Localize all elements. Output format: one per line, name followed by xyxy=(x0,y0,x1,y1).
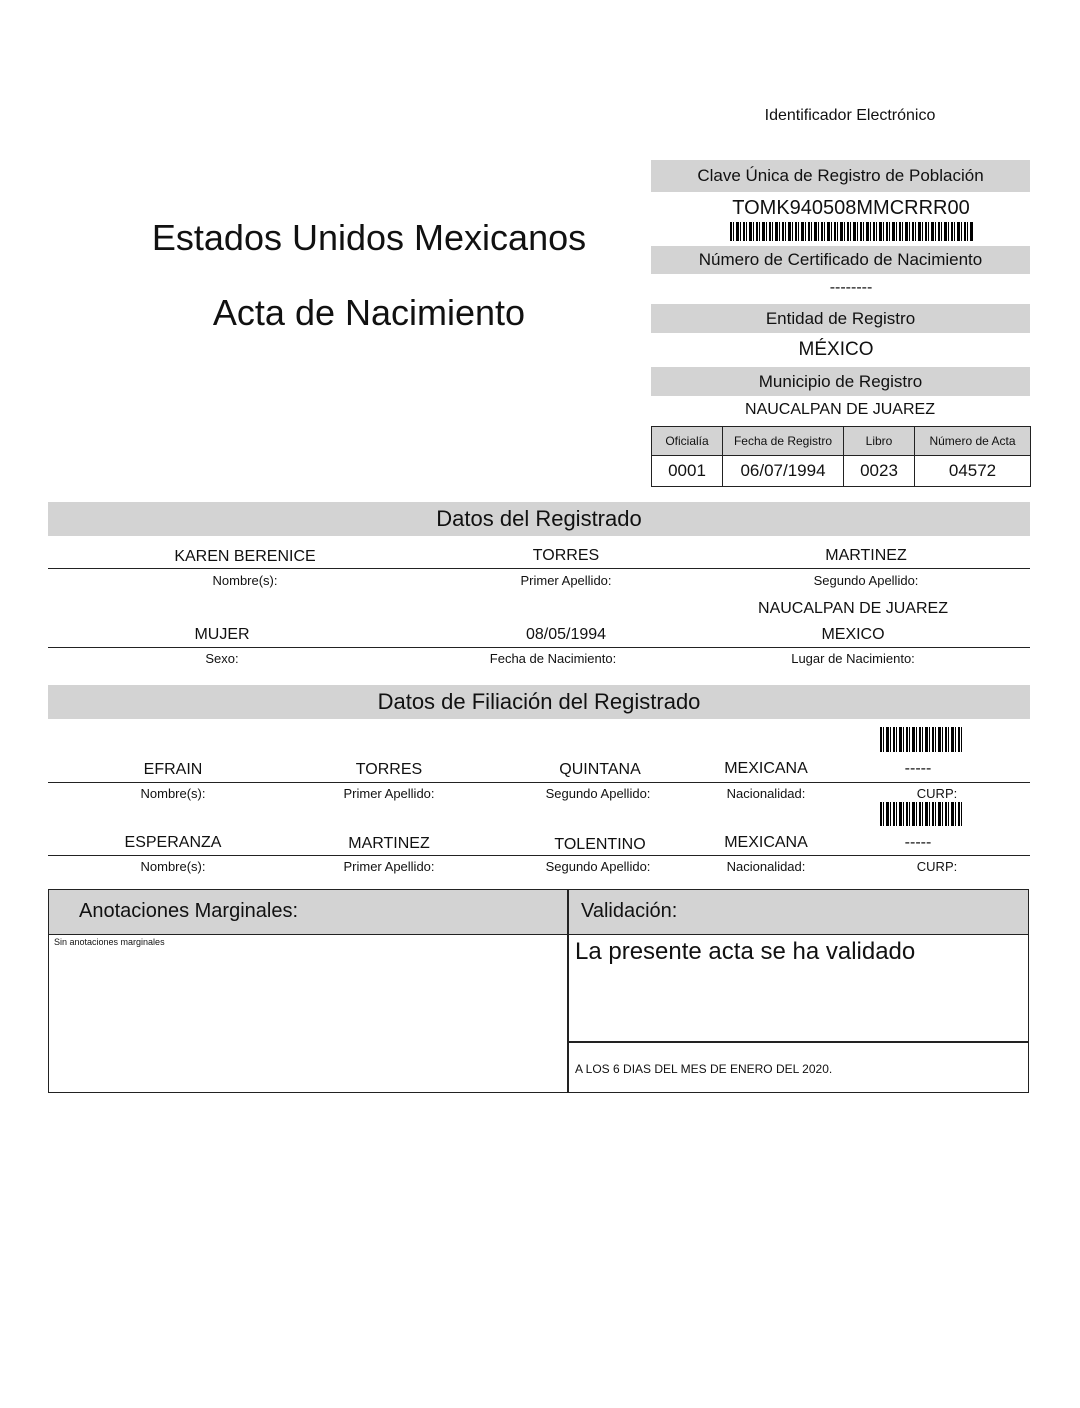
parent1-names-label: Nombre(s): xyxy=(140,786,206,801)
divider xyxy=(48,568,1030,569)
entity-value: MÉXICO xyxy=(798,339,874,360)
country-title: Estados Unidos Mexicanos xyxy=(151,217,587,258)
divider xyxy=(48,855,1030,856)
annotations-text: Sin anotaciones marginales xyxy=(54,937,165,947)
registrant-birth-date: 08/05/1994 xyxy=(525,626,607,643)
validation-date: A LOS 6 DIAS DEL MES DE ENERO DEL 2020. xyxy=(575,1062,833,1076)
registrant-first-surname: TORRES xyxy=(532,547,600,564)
registrant-names: KAREN BERENICE xyxy=(174,548,316,565)
certificate-header: Número de Certificado de Nacimiento xyxy=(651,246,1030,274)
birth-date-label: Fecha de Nacimiento: xyxy=(489,651,617,666)
parent1-first-surname-label: Primer Apellido: xyxy=(343,786,435,801)
registrant-second-surname: MARTINEZ xyxy=(825,547,907,564)
footer-divider xyxy=(567,889,569,1093)
entity-header: Entidad de Registro xyxy=(651,304,1030,333)
numero-acta-value: 04572 xyxy=(915,456,1031,487)
validation-divider xyxy=(567,1041,1029,1043)
header-numero-acta: Número de Acta xyxy=(915,427,1031,456)
parent2-second-surname: TOLENTINO xyxy=(554,836,646,853)
validation-text: La presente acta se ha validado xyxy=(575,938,916,965)
first-surname-label: Primer Apellido: xyxy=(520,573,612,588)
libro-value: 0023 xyxy=(844,456,915,487)
parent1-nationality: MEXICANA xyxy=(724,760,808,777)
birth-place-line1: NAUCALPAN DE JUAREZ xyxy=(758,600,948,617)
fecha-registro-value: 06/07/1994 xyxy=(723,456,844,487)
annotations-label: Anotaciones Marginales: xyxy=(79,900,299,922)
certificate-value: -------- xyxy=(829,279,873,296)
divider xyxy=(48,647,1030,648)
parent1-first-surname: TORRES xyxy=(355,761,423,778)
second-surname-label: Segundo Apellido: xyxy=(813,573,919,588)
curp-value: TOMK940508MMCRRR00 xyxy=(732,197,970,219)
curp-barcode xyxy=(730,222,973,241)
parent2-names-label: Nombre(s): xyxy=(140,859,206,874)
registry-table xyxy=(651,426,1031,487)
sex-label: Sexo: xyxy=(205,651,239,666)
parent1-curp-barcode xyxy=(880,727,963,752)
registrant-sex: MUJER xyxy=(194,626,250,643)
municipality-value: NAUCALPAN DE JUAREZ xyxy=(745,401,935,418)
validation-label: Validación: xyxy=(581,900,678,922)
parent1-second-surname-label: Segundo Apellido: xyxy=(545,786,651,801)
parent1-nationality-label: Nacionalidad: xyxy=(726,786,806,801)
parent2-second-surname-label: Segundo Apellido: xyxy=(545,859,651,874)
parent2-nationality: MEXICANA xyxy=(724,834,808,851)
parent2-names: ESPERANZA xyxy=(124,834,222,851)
header-libro: Libro xyxy=(844,427,915,456)
names-label: Nombre(s): xyxy=(212,573,278,588)
parent1-names: EFRAIN xyxy=(143,761,203,778)
birth-place-line2: MEXICO xyxy=(821,626,885,643)
header-oficialia: Oficialía xyxy=(652,427,723,456)
parent2-first-surname: MARTINEZ xyxy=(348,835,430,852)
filiation-section-header: Datos de Filiación del Registrado xyxy=(48,685,1030,719)
parent1-curp: ----- xyxy=(904,760,932,777)
header-fecha-registro: Fecha de Registro xyxy=(723,427,844,456)
oficialia-value: 0001 xyxy=(652,456,723,487)
curp-header: Clave Única de Registro de Población xyxy=(651,160,1030,192)
parent2-nationality-label: Nacionalidad: xyxy=(726,859,806,874)
parent1-second-surname: QUINTANA xyxy=(559,761,641,778)
birth-place-label: Lugar de Nacimiento: xyxy=(791,651,915,666)
parent2-curp-barcode xyxy=(880,802,963,826)
parent1-curp-label: CURP: xyxy=(916,786,958,801)
municipality-header: Municipio de Registro xyxy=(651,367,1030,396)
parent2-first-surname-label: Primer Apellido: xyxy=(343,859,435,874)
parent2-curp: ----- xyxy=(904,834,932,851)
parent2-curp-label: CURP: xyxy=(916,859,958,874)
registrant-section-header: Datos del Registrado xyxy=(48,502,1030,536)
electronic-id-label: Identificador Electrónico xyxy=(764,107,936,124)
document-title: Acta de Nacimiento xyxy=(212,292,526,333)
divider xyxy=(48,782,1030,783)
